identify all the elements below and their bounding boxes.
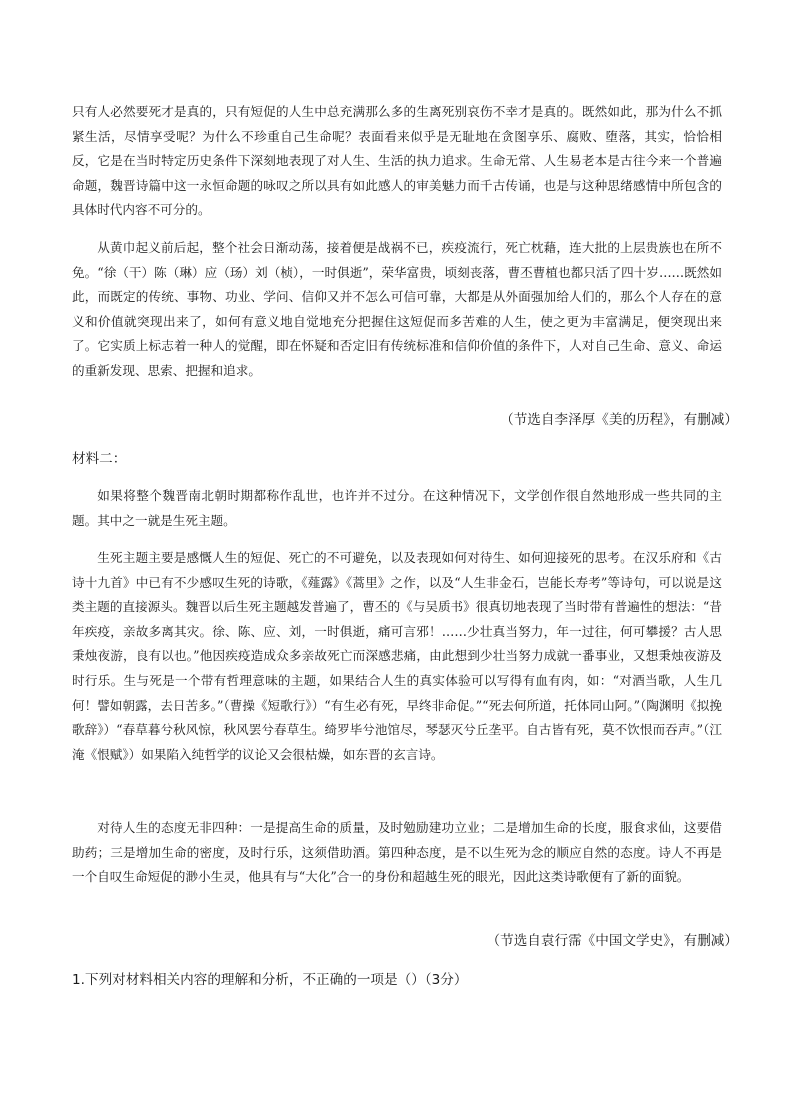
material2-paragraph-3: 对待人生的态度无非四种：一是提高生命的质量，及时勉励建功立业；二是增加生命的长度，服食求仙，这要借助药；三是增加生命的密度，及时行乐，这须借助酒。第四种态度，是不以生死为念的顺应自然的态度。诗人不再是一个自叹生命短促的渺小生灵，他具有与“大化”合一的身份和超越生死的眼光，因此这类诗歌便有了新的面貌。: [72, 820, 722, 885]
material1-source: （节选自李泽厚《美的历程》，有删减）: [500, 412, 738, 428]
material2-source: （节选自袁行霈《中国文学史》，有删减）: [486, 933, 738, 949]
material2-heading: 材料二：: [72, 451, 127, 467]
question-1: 1.下列对材料相关内容的理解和分析，不正确的一项是（）（3分）: [72, 972, 468, 988]
material1-paragraph-2: 从黄巾起义前后起，整个社会日渐动荡，接着便是战祸不已，疾疫流行，死亡枕藉，连大批的上层贵族也在所不免。“徐（干）陈（琳）应（玚）刘（桢），一时俱逝”，荣华富贵，顷刻丧落，曹丕曹植也都只活了四十岁……既然如此，而既定的传统、事物、功业、学问、信仰又并不怎么可信可靠，大都是从外面强加给人们的，那么个人存在的意义和价值就突现出来了，如何有意义地自觉地充分把握住这短促而多苦难的人生，使之更为丰富满足，便突现出来了。它实质上标志着一种人的觉醒，即在怀疑和否定旧有传统标准和信仰价值的条件下，人对自己生命、意义、命运的重新发现、思索、把握和追求。: [72, 240, 722, 378]
material1-paragraph-1: 只有人必然要死才是真的，只有短促的人生中总充满那么多的生离死别哀伤不幸才是真的。既然如此，那为什么不抓紧生活，尽情享受呢？为什么不珍重自己生命呢？表面看来似乎是无耻地在贪图享乐、腐败、堕落，其实，恰恰相反，它是在当时特定历史条件下深刻地表现了对人生、生活的执力追求。生命无常、人生易老本是古往今来一个普遍命题，魏晋诗篇中这一永恒命题的咏叹之所以具有如此感人的审美魅力而千古传诵，也是与这种思绪感情中所包含的具体时代内容不可分的。: [72, 104, 722, 218]
material2-paragraph-2: 生死主题主要是感慨人生的短促、死亡的不可避免，以及表现如何对待生、如何迎接死的思考。在汉乐府和《古诗十九首》中已有不少感叹生死的诗歌，《薤露》《蒿里》之作，以及“人生非金石，岂能长寿考”等诗句，可以说是这类主题的直接源头。魏晋以后生死主题越发普遍了，曹丕的《与吴质书》很真切地表现了当时带有普遍性的想法：“昔年疾疫，亲故多离其灾。徐、陈、应、刘，一时俱逝，痛可言邪！……少壮真当努力，年一过往，何可攀援？古人思秉烛夜游，良有以也。”他因疾疫造成众多亲故死亡而深感悲痛，由此想到少壮当努力成就一番事业，又想秉烛夜游及时行乐。生与死是一个带有哲理意味的主题，如果结合人生的真实体验可以写得有血有肉，如：“对酒当歌，人生几何！譬如朝露，去日苦多。”（曹操《短歌行》）“有生必有死，早终非命促。”“死去何所道，托体同山阿。”（陶渊明《拟挽歌辞》）“春草暮兮秋风惊，秋风罢兮春草生。绮罗毕兮池馆尽，琴瑟灭兮丘垄平。自古皆有死，莫不饮恨而吞声。”（江淹《恨赋》）如果陷入纯哲学的议论又会很枯燥，如东晋的玄言诗。: [72, 550, 722, 762]
material2-paragraph-1: 如果将整个魏晋南北朝时期都称作乱世，也许并不过分。在这种情况下，文学创作很自然地形成一些共同的主题。其中之一就是生死主题。: [72, 488, 722, 528]
